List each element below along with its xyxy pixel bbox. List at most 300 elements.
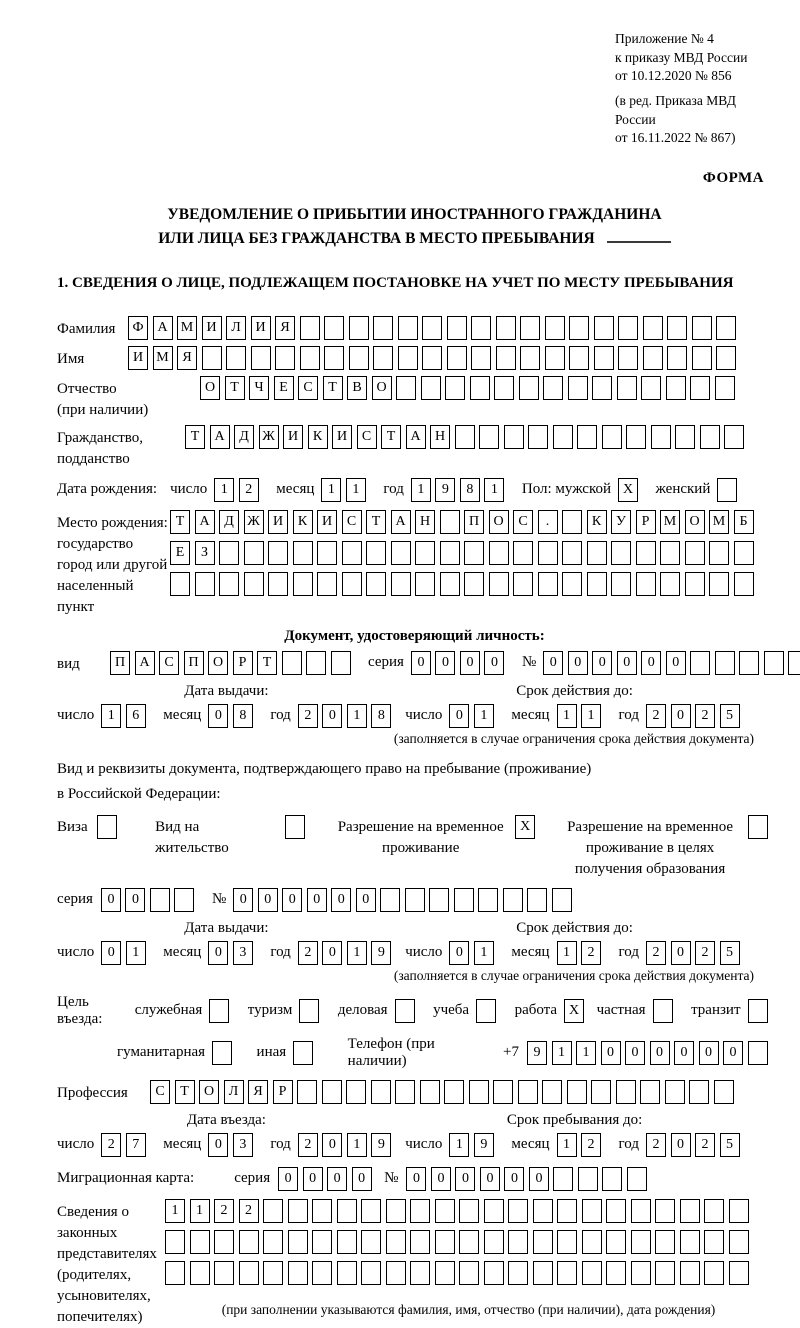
char-box[interactable]: 0 xyxy=(671,941,691,965)
char-box[interactable] xyxy=(288,1199,308,1223)
char-box[interactable]: 0 xyxy=(411,651,431,675)
char-box[interactable] xyxy=(202,346,222,370)
char-box[interactable] xyxy=(440,510,460,534)
char-box[interactable]: 0 xyxy=(258,888,278,912)
char-box[interactable]: И xyxy=(202,316,222,340)
char-box[interactable]: 1 xyxy=(101,704,121,728)
char-box[interactable]: Б xyxy=(734,510,754,534)
char-box[interactable]: Н xyxy=(430,425,450,449)
char-box[interactable] xyxy=(489,572,509,596)
char-box[interactable] xyxy=(504,425,524,449)
char-box[interactable] xyxy=(395,1080,415,1104)
char-box[interactable] xyxy=(508,1230,528,1254)
char-box[interactable]: Т xyxy=(323,376,343,400)
char-box[interactable] xyxy=(317,541,337,565)
char-box[interactable] xyxy=(700,425,720,449)
char-box[interactable] xyxy=(542,1080,562,1104)
char-box[interactable] xyxy=(591,1080,611,1104)
char-box[interactable] xyxy=(618,316,638,340)
char-box[interactable] xyxy=(440,572,460,596)
char-box[interactable] xyxy=(324,346,344,370)
char-box[interactable] xyxy=(312,1230,332,1254)
char-box[interactable] xyxy=(552,888,572,912)
char-box[interactable]: 8 xyxy=(233,704,253,728)
char-box[interactable]: 0 xyxy=(101,888,121,912)
char-box[interactable] xyxy=(214,1230,234,1254)
char-box[interactable]: 2 xyxy=(239,478,259,502)
char-box[interactable]: П xyxy=(184,651,204,675)
char-box[interactable] xyxy=(568,376,588,400)
char-box[interactable]: Ч xyxy=(249,376,269,400)
char-box[interactable] xyxy=(459,1230,479,1254)
char-box[interactable] xyxy=(380,888,400,912)
char-box[interactable] xyxy=(300,316,320,340)
char-box[interactable]: А xyxy=(195,510,215,534)
char-box[interactable]: 1 xyxy=(449,1133,469,1157)
char-box[interactable] xyxy=(680,1230,700,1254)
char-box[interactable] xyxy=(373,346,393,370)
char-box[interactable] xyxy=(361,1230,381,1254)
char-box[interactable] xyxy=(685,572,705,596)
char-box[interactable] xyxy=(396,376,416,400)
char-box[interactable] xyxy=(479,425,499,449)
char-box[interactable]: С xyxy=(342,510,362,534)
char-box[interactable] xyxy=(331,651,351,675)
char-box[interactable] xyxy=(244,572,264,596)
char-box[interactable] xyxy=(398,346,418,370)
char-box[interactable]: О xyxy=(489,510,509,534)
char-box[interactable]: 2 xyxy=(646,941,666,965)
char-box[interactable] xyxy=(293,541,313,565)
char-box[interactable] xyxy=(391,541,411,565)
char-box[interactable]: 0 xyxy=(625,1041,645,1065)
char-box[interactable]: 0 xyxy=(671,1133,691,1157)
char-box[interactable] xyxy=(734,541,754,565)
char-box[interactable] xyxy=(239,1261,259,1285)
char-box[interactable]: 0 xyxy=(449,941,469,965)
char-box[interactable] xyxy=(692,316,712,340)
char-box[interactable] xyxy=(342,572,362,596)
char-box[interactable] xyxy=(704,1230,724,1254)
char-box[interactable]: 0 xyxy=(592,651,612,675)
char-box[interactable]: 0 xyxy=(303,1167,323,1191)
char-box[interactable] xyxy=(297,1080,317,1104)
char-box[interactable] xyxy=(239,1230,259,1254)
char-box[interactable] xyxy=(690,376,710,400)
char-box[interactable] xyxy=(508,1261,528,1285)
humanitarian-checkbox[interactable] xyxy=(212,1041,232,1065)
char-box[interactable] xyxy=(484,1261,504,1285)
char-box[interactable] xyxy=(165,1230,185,1254)
char-box[interactable] xyxy=(640,1080,660,1104)
char-box[interactable]: 1 xyxy=(411,478,431,502)
char-box[interactable] xyxy=(533,1261,553,1285)
char-box[interactable] xyxy=(716,316,736,340)
char-box[interactable] xyxy=(709,572,729,596)
char-box[interactable]: К xyxy=(587,510,607,534)
char-box[interactable] xyxy=(651,425,671,449)
char-box[interactable]: Т xyxy=(185,425,205,449)
char-box[interactable]: Т xyxy=(170,510,190,534)
char-box[interactable]: 0 xyxy=(125,888,145,912)
char-box[interactable] xyxy=(518,1080,538,1104)
char-box[interactable] xyxy=(631,1230,651,1254)
char-box[interactable]: 0 xyxy=(331,888,351,912)
char-box[interactable] xyxy=(655,1230,675,1254)
char-box[interactable]: Л xyxy=(224,1080,244,1104)
char-box[interactable] xyxy=(567,1080,587,1104)
char-box[interactable]: 1 xyxy=(552,1041,572,1065)
tourism-checkbox[interactable] xyxy=(299,999,319,1023)
char-box[interactable] xyxy=(788,651,800,675)
char-box[interactable] xyxy=(631,1261,651,1285)
char-box[interactable] xyxy=(626,425,646,449)
char-box[interactable] xyxy=(557,1261,577,1285)
char-box[interactable]: 0 xyxy=(208,1133,228,1157)
char-box[interactable] xyxy=(508,1199,528,1223)
char-box[interactable]: 0 xyxy=(278,1167,298,1191)
char-box[interactable] xyxy=(312,1261,332,1285)
char-box[interactable] xyxy=(578,1167,598,1191)
char-box[interactable]: 1 xyxy=(126,941,146,965)
char-box[interactable] xyxy=(170,572,190,596)
char-box[interactable]: О xyxy=(208,651,228,675)
char-box[interactable]: . xyxy=(538,510,558,534)
char-box[interactable]: У xyxy=(611,510,631,534)
char-box[interactable] xyxy=(337,1261,357,1285)
char-box[interactable] xyxy=(422,316,442,340)
char-box[interactable]: Д xyxy=(234,425,254,449)
char-box[interactable]: С xyxy=(150,1080,170,1104)
char-box[interactable] xyxy=(655,1261,675,1285)
char-box[interactable] xyxy=(440,541,460,565)
char-box[interactable] xyxy=(174,888,194,912)
char-box[interactable] xyxy=(366,572,386,596)
char-box[interactable]: А xyxy=(391,510,411,534)
char-box[interactable] xyxy=(715,376,735,400)
char-box[interactable]: П xyxy=(110,651,130,675)
char-box[interactable] xyxy=(275,346,295,370)
char-box[interactable] xyxy=(361,1261,381,1285)
char-box[interactable]: 0 xyxy=(322,704,342,728)
char-box[interactable]: 0 xyxy=(282,888,302,912)
char-box[interactable]: Т xyxy=(381,425,401,449)
char-box[interactable]: И xyxy=(268,510,288,534)
char-box[interactable] xyxy=(715,651,735,675)
char-box[interactable]: 2 xyxy=(581,1133,601,1157)
temporary-residence-checkbox[interactable]: X xyxy=(515,815,535,839)
char-box[interactable] xyxy=(594,316,614,340)
char-box[interactable] xyxy=(553,425,573,449)
char-box[interactable] xyxy=(391,572,411,596)
char-box[interactable] xyxy=(748,1041,768,1065)
char-box[interactable] xyxy=(680,1261,700,1285)
char-box[interactable]: 2 xyxy=(298,941,318,965)
char-box[interactable]: 0 xyxy=(504,1167,524,1191)
official-checkbox[interactable] xyxy=(209,999,229,1023)
char-box[interactable] xyxy=(692,346,712,370)
char-box[interactable] xyxy=(709,541,729,565)
char-box[interactable] xyxy=(226,346,246,370)
char-box[interactable] xyxy=(704,1199,724,1223)
char-box[interactable]: 1 xyxy=(165,1199,185,1223)
business-checkbox[interactable] xyxy=(395,999,415,1023)
char-box[interactable] xyxy=(447,316,467,340)
char-box[interactable]: 0 xyxy=(666,651,686,675)
char-box[interactable] xyxy=(165,1261,185,1285)
char-box[interactable] xyxy=(288,1230,308,1254)
char-box[interactable]: 2 xyxy=(101,1133,121,1157)
char-box[interactable]: И xyxy=(317,510,337,534)
char-box[interactable]: 1 xyxy=(346,478,366,502)
char-box[interactable] xyxy=(371,1080,391,1104)
char-box[interactable]: 0 xyxy=(435,651,455,675)
char-box[interactable]: 0 xyxy=(484,651,504,675)
char-box[interactable]: 1 xyxy=(474,704,494,728)
char-box[interactable] xyxy=(680,1199,700,1223)
char-box[interactable]: И xyxy=(251,316,271,340)
char-box[interactable] xyxy=(545,346,565,370)
char-box[interactable]: Р xyxy=(273,1080,293,1104)
char-box[interactable] xyxy=(587,572,607,596)
char-box[interactable] xyxy=(306,651,326,675)
char-box[interactable]: 0 xyxy=(460,651,480,675)
char-box[interactable]: Н xyxy=(415,510,435,534)
char-box[interactable] xyxy=(528,425,548,449)
char-box[interactable] xyxy=(545,316,565,340)
char-box[interactable]: С xyxy=(159,651,179,675)
char-box[interactable] xyxy=(349,316,369,340)
char-box[interactable] xyxy=(410,1230,430,1254)
char-box[interactable] xyxy=(520,316,540,340)
char-box[interactable]: 9 xyxy=(435,478,455,502)
char-box[interactable]: Ж xyxy=(259,425,279,449)
char-box[interactable] xyxy=(489,541,509,565)
char-box[interactable] xyxy=(421,376,441,400)
char-box[interactable]: 1 xyxy=(321,478,341,502)
char-box[interactable]: 0 xyxy=(723,1041,743,1065)
char-box[interactable]: С xyxy=(513,510,533,534)
char-box[interactable] xyxy=(636,541,656,565)
char-box[interactable] xyxy=(214,1261,234,1285)
char-box[interactable] xyxy=(459,1261,479,1285)
char-box[interactable] xyxy=(317,572,337,596)
char-box[interactable]: 0 xyxy=(307,888,327,912)
char-box[interactable]: 1 xyxy=(190,1199,210,1223)
char-box[interactable] xyxy=(538,572,558,596)
char-box[interactable] xyxy=(322,1080,342,1104)
char-box[interactable] xyxy=(611,572,631,596)
char-box[interactable]: 0 xyxy=(671,704,691,728)
char-box[interactable] xyxy=(582,1230,602,1254)
char-box[interactable] xyxy=(429,888,449,912)
char-box[interactable] xyxy=(689,1080,709,1104)
char-box[interactable] xyxy=(611,541,631,565)
char-box[interactable]: 0 xyxy=(543,651,563,675)
char-box[interactable] xyxy=(435,1230,455,1254)
char-box[interactable] xyxy=(190,1261,210,1285)
char-box[interactable]: И xyxy=(128,346,148,370)
char-box[interactable] xyxy=(478,888,498,912)
char-box[interactable]: 0 xyxy=(617,651,637,675)
char-box[interactable] xyxy=(569,346,589,370)
char-box[interactable]: 1 xyxy=(581,704,601,728)
char-box[interactable] xyxy=(454,888,474,912)
char-box[interactable]: Е xyxy=(170,541,190,565)
char-box[interactable]: А xyxy=(210,425,230,449)
char-box[interactable]: 0 xyxy=(674,1041,694,1065)
char-box[interactable] xyxy=(553,1167,573,1191)
char-box[interactable]: 0 xyxy=(352,1167,372,1191)
char-box[interactable] xyxy=(405,888,425,912)
female-checkbox[interactable] xyxy=(717,478,737,502)
char-box[interactable] xyxy=(660,541,680,565)
char-box[interactable]: О xyxy=(199,1080,219,1104)
study-checkbox[interactable] xyxy=(476,999,496,1023)
char-box[interactable] xyxy=(577,425,597,449)
char-box[interactable] xyxy=(557,1230,577,1254)
char-box[interactable] xyxy=(420,1080,440,1104)
char-box[interactable]: 9 xyxy=(371,1133,391,1157)
char-box[interactable] xyxy=(263,1199,283,1223)
char-box[interactable]: О xyxy=(372,376,392,400)
char-box[interactable] xyxy=(386,1261,406,1285)
char-box[interactable]: 0 xyxy=(327,1167,347,1191)
char-box[interactable] xyxy=(533,1230,553,1254)
char-box[interactable] xyxy=(665,1080,685,1104)
char-box[interactable]: М xyxy=(153,346,173,370)
char-box[interactable]: 2 xyxy=(581,941,601,965)
char-box[interactable] xyxy=(444,1080,464,1104)
char-box[interactable] xyxy=(667,316,687,340)
char-box[interactable] xyxy=(538,541,558,565)
char-box[interactable] xyxy=(337,1230,357,1254)
char-box[interactable] xyxy=(471,316,491,340)
char-box[interactable]: Т xyxy=(257,651,277,675)
char-box[interactable] xyxy=(643,346,663,370)
char-box[interactable] xyxy=(667,346,687,370)
char-box[interactable]: 0 xyxy=(431,1167,451,1191)
char-box[interactable] xyxy=(484,1199,504,1223)
char-box[interactable] xyxy=(616,1080,636,1104)
char-box[interactable] xyxy=(251,346,271,370)
char-box[interactable]: В xyxy=(347,376,367,400)
char-box[interactable]: А xyxy=(153,316,173,340)
char-box[interactable] xyxy=(519,376,539,400)
char-box[interactable]: 0 xyxy=(641,651,661,675)
char-box[interactable] xyxy=(324,316,344,340)
char-box[interactable] xyxy=(562,541,582,565)
char-box[interactable] xyxy=(666,376,686,400)
char-box[interactable]: Л xyxy=(226,316,246,340)
char-box[interactable]: 2 xyxy=(695,1133,715,1157)
char-box[interactable]: С xyxy=(357,425,377,449)
char-box[interactable] xyxy=(496,316,516,340)
char-box[interactable] xyxy=(606,1261,626,1285)
char-box[interactable]: 0 xyxy=(208,704,228,728)
char-box[interactable] xyxy=(714,1080,734,1104)
char-box[interactable] xyxy=(543,376,563,400)
char-box[interactable]: И xyxy=(332,425,352,449)
char-box[interactable]: 3 xyxy=(233,941,253,965)
char-box[interactable]: 3 xyxy=(233,1133,253,1157)
char-box[interactable]: 0 xyxy=(480,1167,500,1191)
char-box[interactable] xyxy=(675,425,695,449)
char-box[interactable] xyxy=(471,346,491,370)
char-box[interactable]: О xyxy=(200,376,220,400)
char-box[interactable] xyxy=(503,888,523,912)
char-box[interactable] xyxy=(464,572,484,596)
char-box[interactable] xyxy=(263,1261,283,1285)
char-box[interactable]: 5 xyxy=(720,941,740,965)
char-box[interactable] xyxy=(627,1167,647,1191)
char-box[interactable]: С xyxy=(298,376,318,400)
char-box[interactable]: 1 xyxy=(557,704,577,728)
char-box[interactable] xyxy=(415,541,435,565)
char-box[interactable]: 5 xyxy=(720,704,740,728)
char-box[interactable]: Т xyxy=(175,1080,195,1104)
char-box[interactable]: 2 xyxy=(646,704,666,728)
char-box[interactable] xyxy=(618,346,638,370)
char-box[interactable] xyxy=(373,316,393,340)
char-box[interactable]: 0 xyxy=(568,651,588,675)
char-box[interactable]: М xyxy=(660,510,680,534)
char-box[interactable] xyxy=(557,1199,577,1223)
char-box[interactable] xyxy=(724,425,744,449)
char-box[interactable]: 0 xyxy=(529,1167,549,1191)
private-checkbox[interactable] xyxy=(653,999,673,1023)
char-box[interactable] xyxy=(268,541,288,565)
char-box[interactable]: 2 xyxy=(298,1133,318,1157)
char-box[interactable] xyxy=(300,346,320,370)
char-box[interactable] xyxy=(496,346,516,370)
char-box[interactable] xyxy=(602,425,622,449)
char-box[interactable]: 1 xyxy=(347,1133,367,1157)
char-box[interactable] xyxy=(470,376,490,400)
char-box[interactable]: 0 xyxy=(322,1133,342,1157)
char-box[interactable]: 1 xyxy=(474,941,494,965)
char-box[interactable]: 0 xyxy=(650,1041,670,1065)
char-box[interactable] xyxy=(244,541,264,565)
char-box[interactable]: К xyxy=(308,425,328,449)
work-checkbox[interactable]: X xyxy=(564,999,584,1023)
char-box[interactable] xyxy=(494,376,514,400)
char-box[interactable] xyxy=(764,651,784,675)
char-box[interactable] xyxy=(562,572,582,596)
char-box[interactable]: 1 xyxy=(576,1041,596,1065)
char-box[interactable]: 7 xyxy=(126,1133,146,1157)
char-box[interactable]: 0 xyxy=(356,888,376,912)
char-box[interactable] xyxy=(445,376,465,400)
char-box[interactable]: 9 xyxy=(371,941,391,965)
char-box[interactable]: 0 xyxy=(101,941,121,965)
char-box[interactable]: 9 xyxy=(474,1133,494,1157)
char-box[interactable] xyxy=(435,1199,455,1223)
char-box[interactable] xyxy=(617,376,637,400)
char-box[interactable] xyxy=(366,541,386,565)
char-box[interactable]: О xyxy=(685,510,705,534)
char-box[interactable] xyxy=(346,1080,366,1104)
char-box[interactable] xyxy=(386,1230,406,1254)
char-box[interactable] xyxy=(268,572,288,596)
char-box[interactable]: 1 xyxy=(347,704,367,728)
transit-checkbox[interactable] xyxy=(748,999,768,1023)
char-box[interactable] xyxy=(195,572,215,596)
char-box[interactable] xyxy=(469,1080,489,1104)
char-box[interactable]: 0 xyxy=(449,704,469,728)
char-box[interactable]: Д xyxy=(219,510,239,534)
char-box[interactable]: 1 xyxy=(557,1133,577,1157)
